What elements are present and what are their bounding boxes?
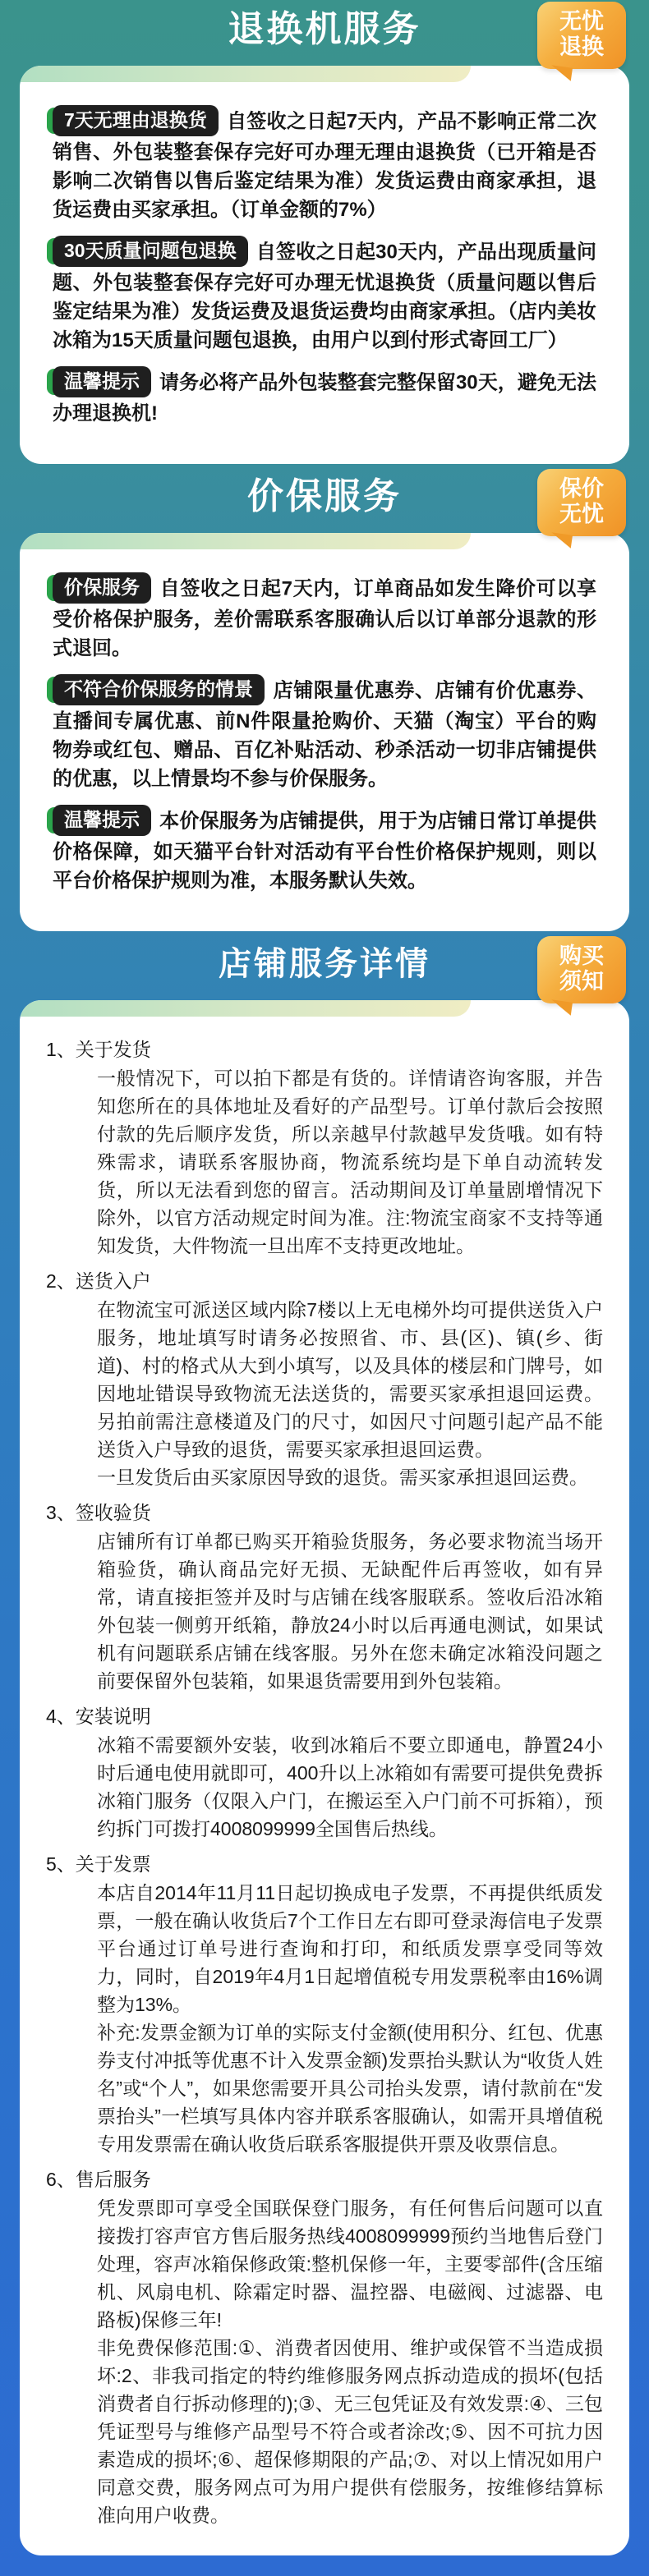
card-top-gradient-band <box>20 66 471 82</box>
body-text: 自签收之日起30天内，产品出现质量问题、外包装整套保存完好可办理无忧退换货（质量问题以售后鉴定结果为准）发货运费及退货运费均由商家承担。（店内美妆冰箱为15天质量问题包退换，由用户以到付形式寄回工厂） <box>53 241 596 351</box>
detail-item-number: 3、 <box>46 1502 76 1523</box>
section-title: 价保服务 <box>247 476 402 517</box>
section-title: 退换机服务 <box>228 9 421 49</box>
card-body <box>20 82 629 464</box>
service-block <box>53 574 596 663</box>
detail-item-paragraphs <box>97 1296 603 1491</box>
section-price-protection <box>0 467 649 931</box>
label-pill <box>53 572 151 604</box>
card-top-gradient-band <box>20 533 471 549</box>
detail-item-number: 5、 <box>46 1853 76 1875</box>
highlighted-text: 以及具体的楼层和门牌号 <box>353 1355 565 1376</box>
detail-item <box>46 1498 603 1695</box>
body-text: 请务必将产品外包装整套完整保留30天，避免无法办理退换机! <box>53 371 596 425</box>
label-pill <box>53 105 219 136</box>
body-text: 一般情况下，可以拍下都是有货的。详情请咨询客服，并告知您所在的具体地址及看好的产品型号。订单付款后会按照付款的先后顺序发货，所以亲越早付款越早发货哦。如有特殊需求，请联系客服协商， <box>97 1068 603 1173</box>
pill-label-text: 温馨提示 <box>53 805 151 836</box>
body-text: ，如因地址错误导致物流无法送货的，需要买家承担退回运费。另拍前需注意楼道及门的尺寸，如因尺寸问题引起产品不能送货入户导致的退货，需要买家承担退回运费。 <box>97 1355 604 1460</box>
detail-item-paragraphs <box>97 1879 603 2158</box>
pill-label-text: 30天质量问题包退换 <box>53 236 248 267</box>
detail-item-heading <box>46 1266 603 1296</box>
detail-paragraph <box>97 1064 603 1260</box>
body-text: 店铺限量优惠券、店铺有价优惠券、直播间专属优惠、前N件限量抢购价、天猫（淘宝）平台的购物券或红包、赠品、百亿补贴活动、秒杀活动一切非店铺提供的优惠，以上情景均不参与价保服务。 <box>53 679 596 790</box>
section-header <box>0 467 649 533</box>
badge-line: 保价 <box>559 476 604 501</box>
section-header <box>0 934 649 1000</box>
detail-item-paragraphs <box>97 1064 603 1260</box>
service-card <box>20 66 629 464</box>
price-guarantee-badge <box>537 469 626 536</box>
card-body <box>20 1017 629 2555</box>
pill-label-text: 7天无理由退换货 <box>53 105 219 136</box>
detail-paragraph <box>97 2018 603 2158</box>
detail-paragraph <box>97 1463 603 1491</box>
body-text: ，一般在确认收货后7个工作日左右即可登录海信电子发票平台通过订单号进行查询和打印，和纸质发票享受同等效力， <box>97 1910 603 1987</box>
pill-label-text: 不符合价保服务的情景 <box>53 674 265 705</box>
pill-label-text: 价保服务 <box>53 572 151 604</box>
detail-item <box>46 1849 603 2158</box>
detail-item-number: 6、 <box>46 2169 76 2190</box>
body-text: 非免费保修范围:①、消费者因使用、维护或保管不当造成损坏:2、非我司指定的特约维修服务网点拆动造成的损坏(包括消费者自行拆动修理的);③、无三包凭证及有效发票:④、三包凭证型号与维修产品型号不符合或者涂改;⑤、因不可抗力因素造成的损坏;⑥、超保修期限的产品;⑦、对以上情况如用户同意交费，服务网点可为用户提供有偿服务，按维修结算标准向用户收费。 <box>97 2337 603 2526</box>
detail-item-number: 4、 <box>46 1706 76 1727</box>
badge-line: 购买 <box>559 944 604 968</box>
body-text: 凭发票即可享受全国联保登门服务，有任何售后问题可以直接拨打容声官方售后服务热线4008099999预约当地售后登门处理，容声冰箱保修政策:整机保修一年，主要零部件(含压缩机、风扇电机、除霜定时器、温控器、电磁阀、过滤器、电路板)保修三年! <box>97 2197 603 2330</box>
badge-line: 无忧 <box>559 502 604 526</box>
detail-item <box>46 1266 603 1491</box>
detail-item-heading <box>46 1701 603 1731</box>
badge-line: 须知 <box>559 969 604 994</box>
pill-label-text: 温馨提示 <box>53 366 151 397</box>
card-body <box>20 549 629 931</box>
detail-item-title: 关于发票 <box>75 1853 151 1875</box>
detail-paragraph <box>97 1527 603 1695</box>
body-text: 自签收之日起7天内，订单商品如发生降价可以享受价格保护服务，差价需联系客服确认后以订单部分退款的形式退回。 <box>53 577 596 659</box>
label-pill <box>53 366 151 397</box>
badge-line: 退换 <box>559 34 604 59</box>
label-pill <box>53 805 151 836</box>
section-store-service-details <box>0 934 649 2555</box>
section-header <box>0 0 649 66</box>
highlighted-text: 本店自2014年11月11日起切换成电子发票，不再提供纸质发票 <box>97 1882 603 1931</box>
detail-item <box>46 2165 603 2529</box>
detail-item-number: 2、 <box>46 1270 76 1292</box>
body-text: 店铺所有订单都已购买开箱验货服务， <box>97 1531 429 1552</box>
detail-paragraph <box>97 2194 603 2334</box>
service-block <box>53 237 596 355</box>
detail-item-title: 送货入户 <box>75 1270 151 1292</box>
detail-paragraph <box>97 1296 603 1463</box>
body-text: 签收后沿冰箱外包装一侧剪开纸箱，静放24小时以后再通电测试，如果试机有问题联系店铺在线客服。另外在您未确定冰箱没问题之前要保留外包装箱，如果退货需要用到外包装箱。 <box>97 1586 604 1692</box>
highlighted-text: 物流系统均是下单自动流转发货，所以无法看到您的留言。 <box>97 1151 604 1201</box>
detail-item-heading <box>46 2165 603 2194</box>
purchase-notice-badge <box>537 936 626 1003</box>
body-text: 一旦发货后由买家原因导致的退货。需买家承担退回运费。 <box>97 1467 588 1488</box>
highlighted-text: 务必要求物流当场开箱验货，确认商品完好无损、无缺配件后再签收，如有异常，请直接拒签并及时与店铺在线客服联系。 <box>97 1531 604 1608</box>
highlighted-text: 同时，自2019年4月1日起增值税专用发票税率由16%调整为13%。 <box>97 1966 603 2015</box>
detail-item-paragraphs <box>97 1731 603 1843</box>
detail-item-paragraphs <box>97 1527 603 1695</box>
detail-paragraph <box>97 2334 603 2529</box>
worry-free-return-badge <box>537 2 626 69</box>
body-text: 在物流宝可派送区域内除7楼以上无电梯外均可提供送货入户服务，地址填写时请务必按照省、市、县(区)、镇(乡、街道)、村的格式从大到小填写， <box>97 1299 603 1376</box>
detail-item-title: 签收验货 <box>75 1502 151 1523</box>
body-text: 自签收之日起7天内，产品不影响正常二次销售、外包装整套保存完好可办理无理由退换货（已开箱是否影响二次销售以售后鉴定结果为准）发货运费由商家承担，退货运费由买家承担。（订单金额的7%） <box>53 110 596 221</box>
detail-item-number: 1、 <box>46 1039 76 1060</box>
highlighted-text: 注:物流宝商家不支持等通知发货，大件物流一旦出库不支持更改地址。 <box>97 1207 604 1256</box>
detail-paragraph <box>97 1731 603 1843</box>
detail-item-title: 安装说明 <box>75 1706 151 1727</box>
service-card <box>20 533 629 931</box>
detail-paragraph <box>97 1879 603 2018</box>
body-text: 补充:发票金额为订单的实际支付金额(使用积分、红包、优惠券支付冲抵等优惠不计入发票金额)发票抬头默认为“收货人姓名”或“个人”，如果您需要开具公司抬头发票，请付款前在“发票抬头”一栏填写具体内容并联系客服确认，如需开具增值税专用发票需在确认收货后联系客服提供开票及收票信息。 <box>97 2022 603 2155</box>
card-top-gradient-band <box>20 1000 471 1017</box>
detail-item-title: 售后服务 <box>75 2169 151 2190</box>
label-pill <box>53 674 265 705</box>
service-card <box>20 1000 629 2555</box>
service-block <box>53 107 596 224</box>
detail-item <box>46 1035 603 1260</box>
section-return-exchange <box>0 0 649 464</box>
badge-line: 无忧 <box>559 9 604 34</box>
body-text: 活动期间及订单量剧增情况下除外，以官方活动规定时间为准。 <box>97 1179 604 1228</box>
detail-item <box>46 1701 603 1843</box>
label-pill <box>53 236 248 267</box>
detail-item-heading <box>46 1849 603 1879</box>
detail-item-title: 关于发货 <box>75 1039 151 1060</box>
service-block <box>53 368 596 428</box>
section-title: 店铺服务详情 <box>219 946 430 982</box>
detail-item-heading <box>46 1498 603 1527</box>
detail-item-heading <box>46 1035 603 1064</box>
detail-item-paragraphs <box>97 2194 603 2529</box>
body-text: 本价保服务为店铺提供，用于为店铺日常订单提供价格保障，如天猫平台针对活动有平台性价格保护规则，则以平台价格保护规则为准，本服务默认失效。 <box>53 810 596 892</box>
service-block <box>53 806 596 895</box>
body-text: 冰箱不需要额外安装，收到冰箱后不要立即通电，静置24小时后通电使用就即可，400升以上冰箱如有需要可提供免费拆冰箱门服务（仅限入户门，在搬运至入户门前不可拆箱），预约拆门可拨打4008099999全国售后热线。 <box>97 1734 603 1839</box>
service-block <box>53 676 596 793</box>
